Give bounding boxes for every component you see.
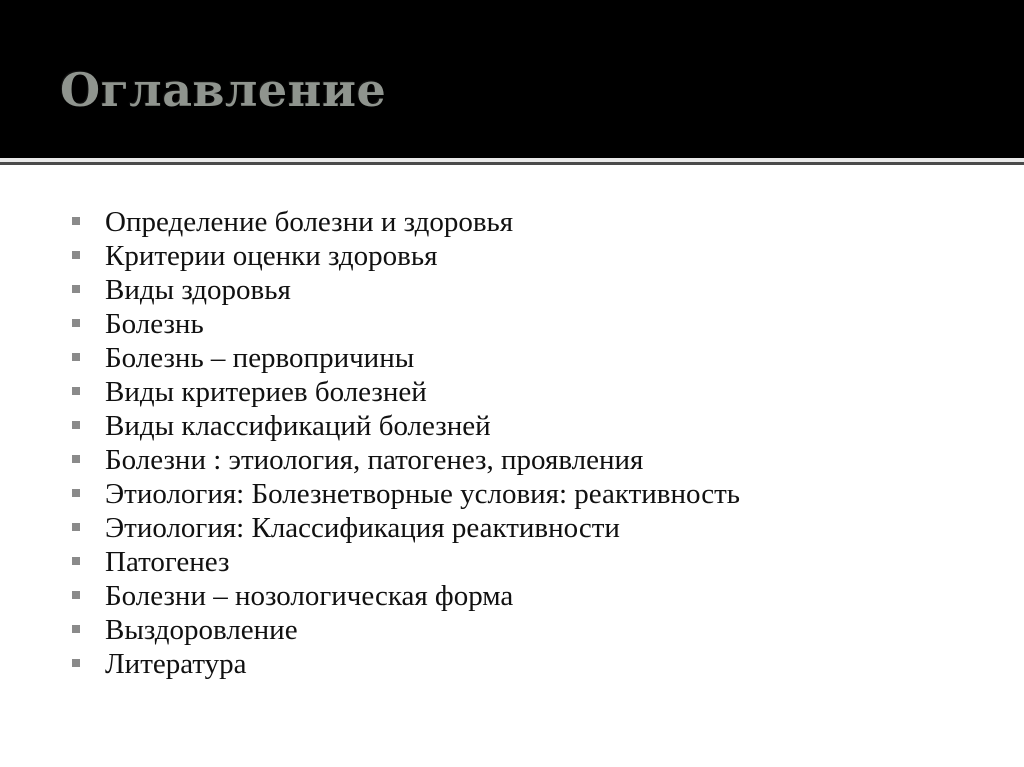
list-item [70, 409, 740, 443]
list-item-text: Виды классификаций болезней [105, 410, 491, 442]
list-item [70, 375, 740, 409]
list-item-text: Выздоровление [105, 614, 298, 646]
list-item-text: Болезнь – первопричины [105, 342, 415, 374]
list-item [70, 273, 740, 307]
square-bullet-icon [72, 523, 80, 531]
list-item [70, 545, 740, 579]
list-item [70, 511, 740, 545]
list-item [70, 647, 740, 681]
slide-header [0, 0, 1024, 158]
list-item [70, 341, 740, 375]
list-item-text: Виды здоровья [105, 274, 291, 306]
list-item-text: Болезни : этиология, патогенез, проявления [105, 444, 644, 476]
square-bullet-icon [72, 659, 80, 667]
list-item-text: Литература [105, 648, 247, 680]
square-bullet-icon [72, 387, 80, 395]
slide-content [0, 165, 1024, 767]
slide-title: Оглавление [60, 63, 387, 117]
square-bullet-icon [72, 285, 80, 293]
square-bullet-icon [72, 557, 80, 565]
list-item [70, 477, 740, 511]
square-bullet-icon [72, 625, 80, 633]
square-bullet-icon [72, 217, 80, 225]
list-item-text: Виды критериев болезней [105, 376, 427, 408]
square-bullet-icon [72, 591, 80, 599]
table-of-contents-list [70, 205, 740, 681]
list-item [70, 579, 740, 613]
list-item-text: Определение болезни и здоровья [105, 206, 514, 238]
list-item-text: Этиология: Болезнетворные условия: реактивность [105, 478, 740, 510]
square-bullet-icon [72, 353, 80, 361]
square-bullet-icon [72, 251, 80, 259]
square-bullet-icon [72, 421, 80, 429]
list-item [70, 307, 740, 341]
list-item [70, 205, 740, 239]
square-bullet-icon [72, 455, 80, 463]
square-bullet-icon [72, 489, 80, 497]
square-bullet-icon [72, 319, 80, 327]
list-item [70, 613, 740, 647]
list-item-text: Патогенез [105, 546, 230, 578]
list-item [70, 239, 740, 273]
list-item-text: Болезни – нозологическая форма [105, 580, 514, 612]
list-item-text: Болезнь [105, 308, 204, 340]
list-item-text: Критерии оценки здоровья [105, 240, 438, 272]
list-item [70, 443, 740, 477]
list-item-text: Этиология: Классификация реактивности [105, 512, 620, 544]
